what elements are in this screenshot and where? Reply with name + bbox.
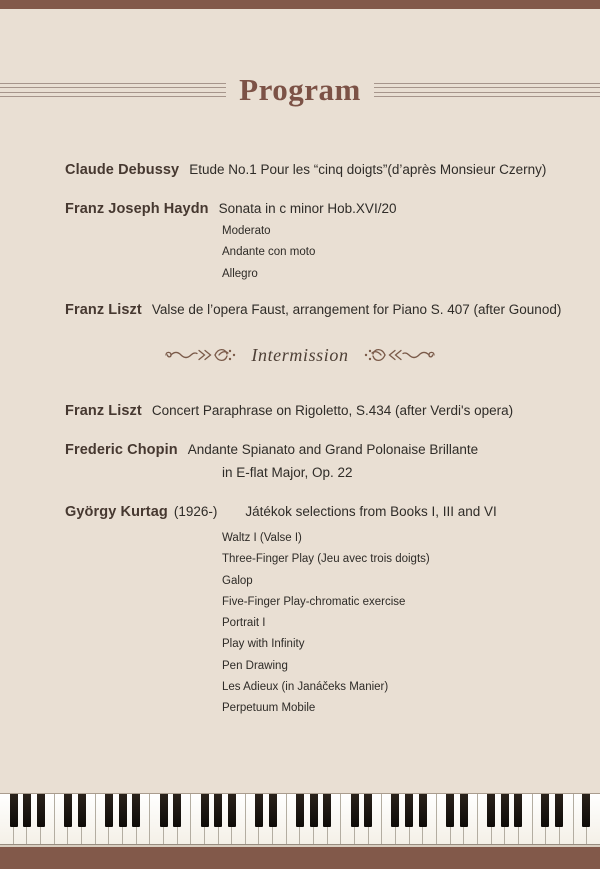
piece-title: Concert Paraphrase on Rigoletto, S.434 (after Verdi's opera): [151, 403, 514, 418]
movement-item: Andante con moto: [222, 246, 316, 259]
black-key: [255, 794, 263, 827]
black-key: [323, 794, 331, 827]
piece-title-line2: in E-flat Major, Op. 22: [222, 465, 353, 480]
program-entry-haydn: [65, 200, 596, 218]
title-row: [0, 71, 600, 109]
movement-item: Pen Drawing: [222, 659, 288, 672]
black-key: [132, 794, 140, 827]
movement-item: Waltz I (Valse I): [222, 532, 302, 544]
black-key: [582, 794, 590, 827]
flourish-right-icon: [359, 346, 437, 364]
black-key: [228, 794, 236, 827]
black-key: [173, 794, 181, 827]
black-key: [78, 794, 86, 827]
composer-name: Franz Liszt: [65, 403, 142, 419]
movement-item: Play with Infinity: [222, 638, 305, 651]
piece-title: Valse de l’opera Faust, arrangement for Piano S. 407 (after Gounod): [151, 302, 562, 317]
black-key: [487, 794, 495, 827]
movement-item: Moderato: [222, 225, 271, 237]
piece-title: Etude No.1 Pour les “cinq doigts”(d’après Monsieur Czerny): [189, 162, 547, 177]
black-key: [296, 794, 304, 827]
program-entry-liszt-faust: [65, 301, 596, 319]
black-key: [351, 794, 359, 827]
black-key: [160, 794, 168, 827]
black-key: [446, 794, 454, 827]
black-key: [460, 794, 468, 827]
black-key: [23, 794, 31, 827]
page-title: Program: [239, 72, 361, 107]
top-border-band: [0, 0, 600, 9]
intermission-divider: [0, 341, 600, 369]
black-key: [310, 794, 318, 827]
movement-list-haydn: [222, 221, 315, 285]
black-key: [64, 794, 72, 827]
title-rule-right: [374, 83, 600, 97]
program-entry-chopin: [65, 441, 596, 459]
black-key: [37, 794, 45, 827]
composer-name: Frederic Chopin: [65, 442, 178, 458]
movement-item: Galop: [222, 574, 253, 587]
black-key: [105, 794, 113, 827]
piece-title: Játékok selections from Books I, III and VI: [245, 504, 497, 519]
program-entry-liszt-rigoletto: [65, 402, 596, 420]
black-key: [405, 794, 413, 827]
bottom-border-band: [0, 847, 600, 869]
black-key: [201, 794, 209, 827]
movement-item: Three-Finger Play (Jeu avec trois doigts): [222, 553, 430, 566]
movement-item: Five-Finger Play-chromatic exercise: [222, 595, 406, 608]
movement-item: Allegro: [222, 267, 258, 280]
black-key: [269, 794, 277, 827]
black-key: [555, 794, 563, 827]
black-key: [514, 794, 522, 827]
black-key: [391, 794, 399, 827]
composer-name: Franz Liszt: [65, 302, 142, 318]
black-key: [419, 794, 427, 827]
composer-name: Claude Debussy: [65, 162, 180, 178]
intermission-label: Intermission: [251, 344, 349, 365]
black-key: [364, 794, 372, 827]
flourish-left-icon: [163, 346, 241, 364]
black-key: [541, 794, 549, 827]
piece-title: Sonata in c minor Hob.XVI/20: [218, 201, 397, 216]
program-entry-kurtag: [65, 503, 596, 521]
black-key: [214, 794, 222, 827]
black-key: [10, 794, 18, 827]
movement-item: Portrait I: [222, 617, 266, 630]
movement-item: Perpetuum Mobile: [222, 702, 316, 715]
title-rule-left: [0, 83, 226, 97]
composer-dates: (1926-): [173, 504, 218, 519]
composer-name: Franz Joseph Haydn: [65, 201, 209, 217]
composer-name: György Kurtag: [65, 504, 168, 520]
black-key: [119, 794, 127, 827]
program-entry-debussy: [65, 161, 596, 179]
movement-list-kurtag: [222, 528, 430, 720]
black-key: [501, 794, 509, 827]
piece-title: Andante Spianato and Grand Polonaise Brillante: [187, 442, 479, 457]
movement-item: Les Adieux (in Janáčeks Manier): [222, 681, 389, 694]
